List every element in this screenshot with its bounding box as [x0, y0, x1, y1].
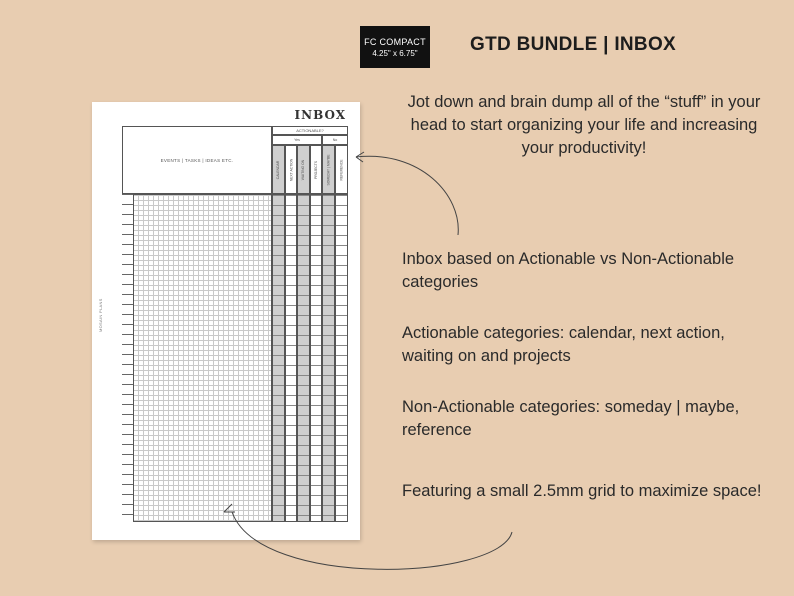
feature-actionable-categories: Actionable categories: calendar, next action, waiting on and projects: [402, 324, 725, 365]
column-label: SOMEDAY | MAYBE: [326, 153, 331, 186]
feature-actionable-vs-non: Inbox based on Actionable vs Non-Actionable categories: [402, 250, 735, 291]
no-label: No: [332, 138, 338, 142]
arrowhead-grid-icon: [224, 504, 235, 512]
arrow-to-grid: [232, 512, 512, 569]
planner-page-title: INBOX: [294, 108, 346, 122]
badge-size: 4.25" x 6.75": [372, 48, 418, 58]
product-title: GTD BUNDLE | INBOX: [470, 34, 676, 55]
badge-format: FC COMPACT: [364, 36, 426, 47]
actionable-label: ACTIONABLE?: [296, 128, 324, 133]
feature-grid: Featuring a small 2.5mm grid to maximize space!: [402, 482, 762, 500]
column-label: CALENDAR: [276, 160, 281, 179]
column-label: NEXT ACTION: [289, 158, 294, 181]
column-label: WAITING ON: [301, 159, 306, 180]
feature-non-actionable-categories: Non-Actionable categories: someday | maybe, reference: [402, 398, 740, 439]
yes-label: Yes: [294, 138, 300, 142]
column-label: REFERENCE: [339, 159, 344, 180]
column-label: PROJECTS: [314, 160, 318, 179]
brand-label: MOSAIN PLANS: [98, 298, 103, 332]
main-header-label: EVENTS | TASKS | IDEAS ETC.: [160, 157, 234, 163]
intro-text: Jot down and brain dump all of the “stuff” in your head to start organizing your life and increasing your productivity!: [407, 93, 761, 157]
arrow-to-columns: [356, 156, 458, 235]
